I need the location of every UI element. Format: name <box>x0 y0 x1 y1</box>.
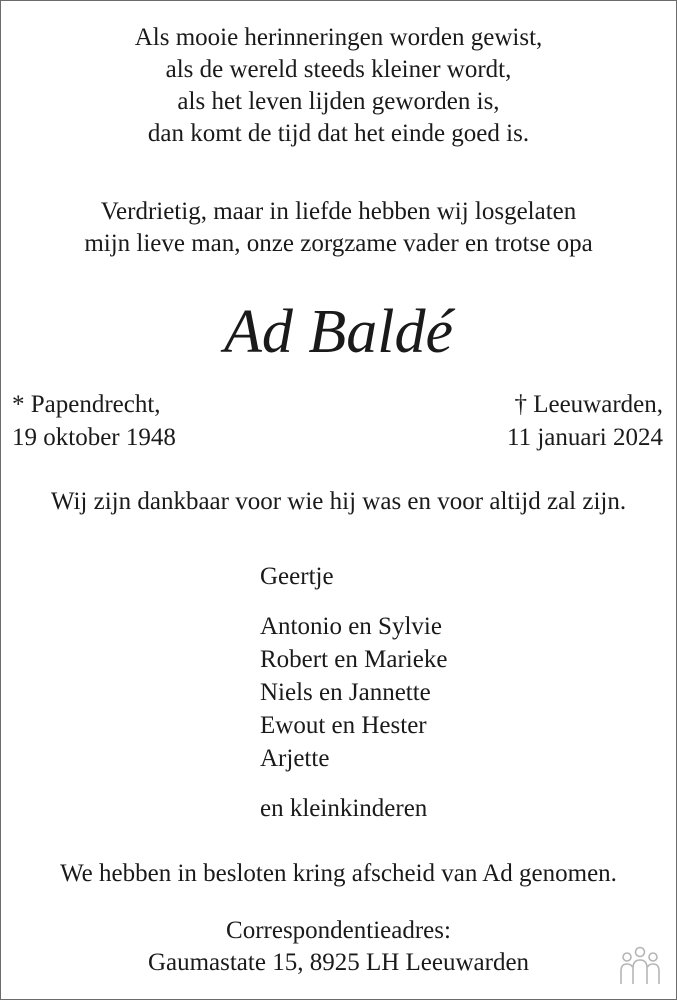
child-entry: Arjette <box>260 745 330 772</box>
birth-place: * Papendrecht, <box>12 391 161 418</box>
birth-date: 19 oktober 1948 <box>12 424 176 451</box>
address-line: Gaumastate 15, 8925 LH Leeuwarden <box>147 949 530 976</box>
child-entry: Ewout en Hester <box>260 712 427 739</box>
address-label: Correspondentieadres: <box>226 917 451 944</box>
poem-line: Als mooie herinneringen worden gewist, <box>134 24 543 51</box>
birth-info <box>12 388 176 454</box>
intro-line: Verdrietig, maar in liefde hebben wij losgelaten <box>100 198 577 225</box>
child-entry: Antonio en Sylvie <box>260 613 442 640</box>
deceased-name: Ad Baldé <box>224 298 453 366</box>
child-entry: Robert en Marieke <box>260 646 448 673</box>
poem-line: als de wereld steeds kleiner wordt, <box>165 56 512 83</box>
death-info <box>507 388 663 454</box>
death-place: † Leeuwarden, <box>514 391 663 418</box>
correspondence-address <box>0 915 677 979</box>
spouse-name: Geertje <box>260 563 334 590</box>
poem <box>0 22 677 150</box>
children-group <box>260 610 447 775</box>
grandchildren: en kleinkinderen <box>260 795 428 822</box>
family-list <box>260 560 447 825</box>
thanks-text <box>0 486 677 518</box>
death-date: 11 januari 2024 <box>507 424 663 451</box>
child-entry: Niels en Jannette <box>260 679 431 706</box>
closing-text <box>0 858 677 890</box>
closing-line: We hebben in besloten kring afscheid van Ad genomen. <box>60 860 617 887</box>
poem-line: dan komt de tijd dat het einde goed is. <box>147 120 530 147</box>
poem-line: als het leven lijden geworden is, <box>177 88 500 115</box>
intro-text <box>0 196 677 260</box>
thanks-line: Wij zijn dankbaar voor wie hij was en voor altijd zal zijn. <box>50 488 627 515</box>
people-group-icon <box>617 946 663 986</box>
intro-line: mijn lieve man, onze zorgzame vader en trotse opa <box>84 230 593 257</box>
